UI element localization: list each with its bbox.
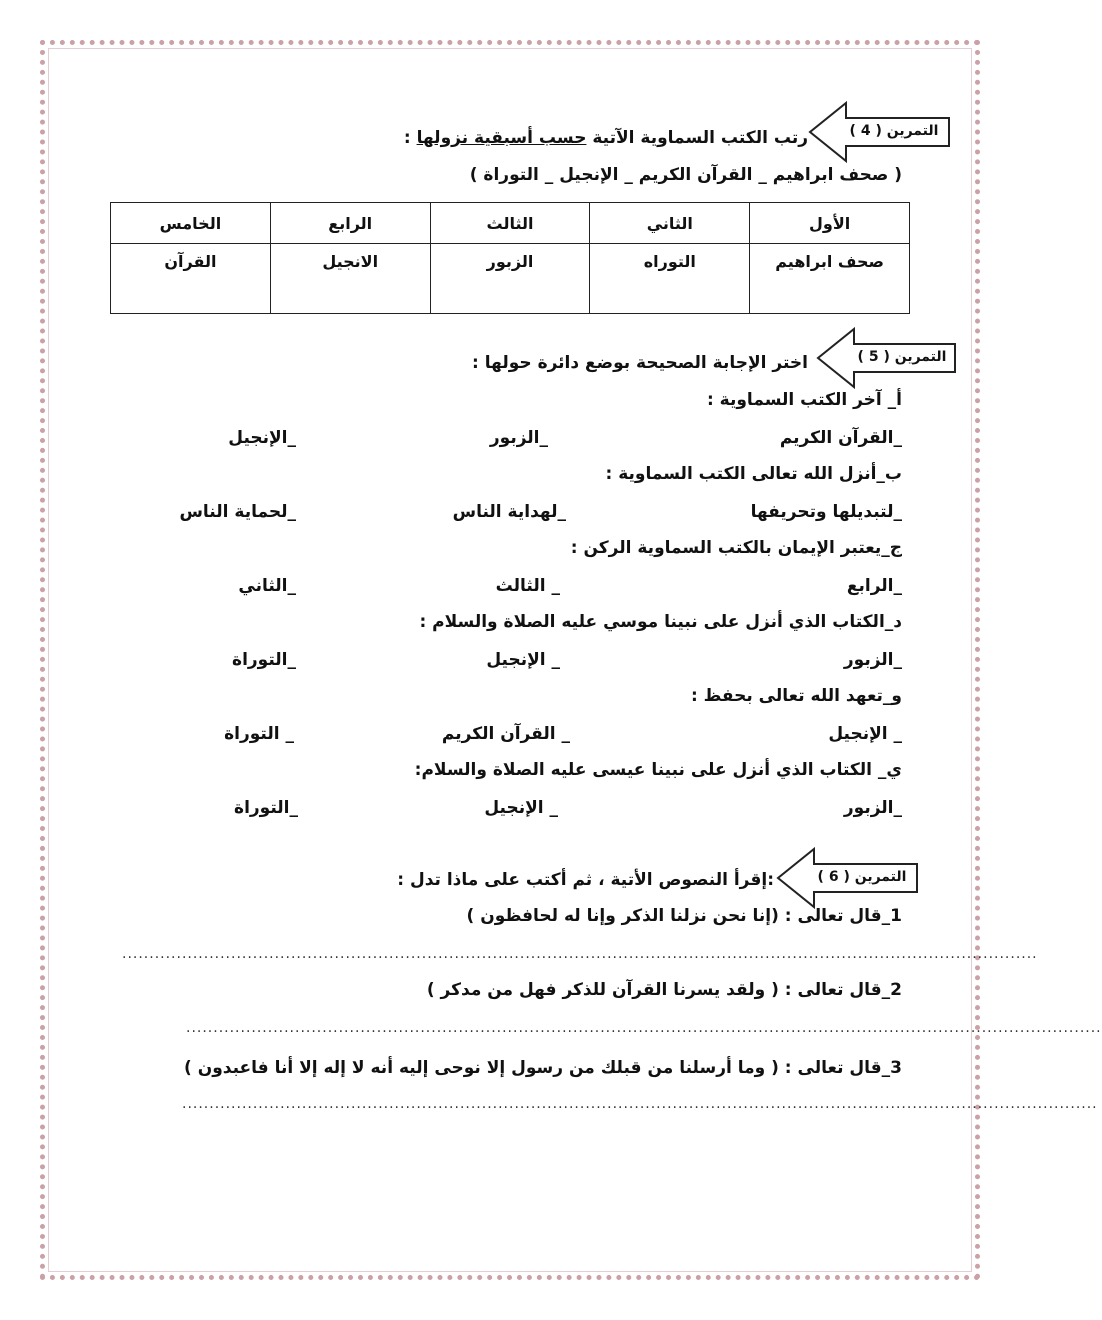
- verse-item: 1_قال تعالى : (إنا نحن نزلنا الذكر وإنا له لحافظون ): [466, 906, 902, 926]
- answer-option[interactable]: _التوراة: [232, 650, 296, 670]
- verse-item: 2_قال تعالى : ( ولقد يسرنا القرآن للذكر فهل من مدكر ): [426, 980, 902, 1000]
- table-answer-row: [111, 244, 910, 314]
- table-answer-cell[interactable]: الزبور: [430, 244, 590, 314]
- answer-option[interactable]: _التوراة: [234, 798, 298, 818]
- table-header: الثالث: [430, 203, 590, 244]
- exercise-4-books-list: ( صحف ابراهيم _ القرآن الكريم _ الإنجيل _ التوراة ): [469, 165, 902, 185]
- books-order-table: [110, 202, 910, 314]
- answer-line[interactable]: ........................................................................................................................................................................: [186, 1020, 1102, 1036]
- answer-option[interactable]: _الزبور: [843, 798, 902, 818]
- table-answer-cell[interactable]: التوراه: [590, 244, 750, 314]
- question-stem: د_الكتاب الذي أنزل على نبينا موسي عليه الصلاة والسلام :: [419, 612, 902, 632]
- exercise-5-instruction: اختر الإجابة الصحيحة بوضع دائرة حولها :: [472, 353, 808, 373]
- exercise-6-badge: التمرين ( 6 ): [817, 869, 907, 885]
- answer-option[interactable]: _الزبور: [489, 428, 548, 448]
- answer-option[interactable]: _ التوراة: [224, 724, 294, 744]
- answer-option[interactable]: _الإنجيل: [228, 428, 296, 448]
- question-stem: ج_يعتبر الإيمان بالكتب السماوية الركن :: [570, 538, 902, 558]
- question-stem: أ_ آخر الكتب السماوية :: [706, 390, 902, 410]
- question-stem: ي_ الكتاب الذي أنزل على نبينا عيسى عليه الصلاة والسلام:: [414, 760, 902, 780]
- table-header: الخامس: [111, 203, 271, 244]
- exercise-5-badge: التمرين ( 5 ): [857, 349, 947, 365]
- exercise-4-instruction: رتب الكتب السماوية الآتية حسب أسبقية نزولها :: [403, 128, 808, 148]
- answer-line[interactable]: ........................................................................................................................................................................: [122, 946, 1038, 962]
- answer-option[interactable]: _ الإنجيل: [484, 798, 558, 818]
- table-answer-cell[interactable]: القرآن: [111, 244, 271, 314]
- answer-option[interactable]: _الثاني: [238, 576, 296, 596]
- answer-option[interactable]: _ الإنجيل: [486, 650, 560, 670]
- table-header-row: [111, 203, 910, 244]
- answer-option[interactable]: _لحماية الناس: [179, 502, 296, 522]
- answer-line[interactable]: ........................................................................................................................................................................: [182, 1096, 1098, 1112]
- table-header: الأول: [750, 203, 910, 244]
- table-answer-cell[interactable]: صحف ابراهيم: [750, 244, 910, 314]
- question-stem: و_تعهد الله تعالى بحفظ :: [690, 686, 902, 706]
- answer-option[interactable]: _ الإنجيل: [828, 724, 902, 744]
- table-header: الرابع: [270, 203, 430, 244]
- table-header: الثاني: [590, 203, 750, 244]
- verse-item: 3_قال تعالى : ( وما أرسلنا من قبلك من رسول إلا نوحى إليه أنه لا إله إلا أنا فاعبدون ): [184, 1058, 902, 1078]
- answer-option[interactable]: _الزبور: [843, 650, 902, 670]
- answer-option[interactable]: _ القرآن الكريم: [441, 724, 570, 744]
- answer-option[interactable]: _لهداية الناس: [452, 502, 566, 522]
- exercise-4-badge: التمرين ( 4 ): [849, 123, 939, 139]
- exercise-6-instruction: :إقرأ النصوص الأتية ، ثم أكتب على ماذا تدل :: [397, 870, 774, 890]
- answer-option[interactable]: _الرابع: [846, 576, 902, 596]
- table-answer-cell[interactable]: الانجيل: [270, 244, 430, 314]
- question-stem: ب_أنزل الله تعالى الكتب السماوية :: [605, 464, 902, 484]
- answer-option[interactable]: _القرآن الكريم: [779, 428, 902, 448]
- answer-option[interactable]: _لتبديلها وتحريفها: [750, 502, 902, 522]
- answer-option[interactable]: _ الثالث: [495, 576, 560, 596]
